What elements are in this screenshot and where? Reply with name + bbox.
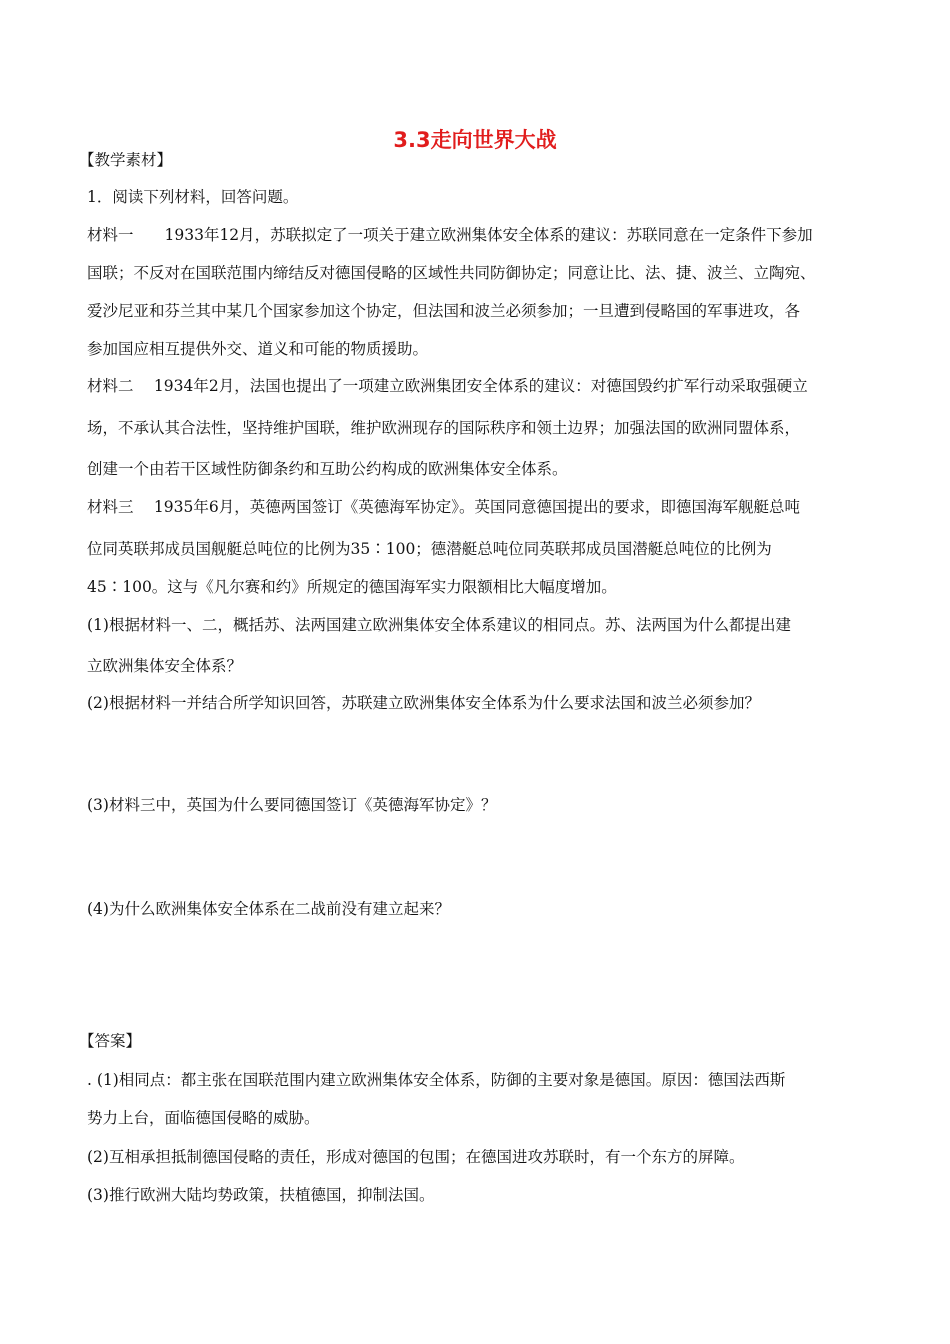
answer-2: (2)互相承担抵制德国侵略的责任，形成对德国的包围；在德国进攻苏联时，有一个东方的屏障。 [87, 1148, 745, 1166]
question-1-line: 立欧洲集体安全体系？ [87, 657, 243, 675]
answer-1-line: 势力上台，面临德国侵略的威胁。 [87, 1109, 320, 1127]
answer-3: (3)推行欧洲大陆均势政策，扶植德国，抑制法国。 [87, 1186, 435, 1204]
material1-line: 参加国应相互提供外交、道义和可能的物质援助。 [87, 340, 429, 358]
question-1-line: (1)根据材料一、二，概括苏、法两国建立欧洲集体安全体系建议的相同点。苏、法两国为什么都提出建 [87, 616, 791, 634]
material3-line: 位同英联邦成员国舰艇总吨位的比例为35∶100；德潜艇总吨位同英联邦成员国潜艇总吨位的比例为 [87, 540, 772, 558]
material2-line: 材料二 1934年2月，法国也提出了一项建立欧洲集团安全体系的建议：对德国毁约扩军行动采取强硬立 [87, 377, 808, 395]
material-heading: 【教学素材】 [79, 151, 173, 169]
material1-line: 材料一 1933年12月，苏联拟定了一项关于建立欧洲集体安全体系的建议：苏联同意在一定条件下参加 [87, 226, 813, 244]
answer-1-line: . (1)相同点：都主张在国联范围内建立欧洲集体安全体系，防御的主要对象是德国。原因：德国法西斯 [87, 1071, 786, 1089]
material1-line: 国联；不反对在国联范围内缔结反对德国侵略的区域性共同防御协定；同意让比、法、捷、波兰、立陶宛、 [87, 264, 816, 282]
material1-line: 爱沙尼亚和芬兰其中某几个国家参加这个协定，但法国和波兰必须参加；一旦遭到侵略国的军事进攻，各 [87, 302, 801, 320]
question-3: (3)材料三中，英国为什么要同德国签订《英德海军协定》？ [87, 796, 497, 814]
material2-line: 场，不承认其合法性，坚持维护国联，维护欧洲现存的国际秩序和领土边界；加强法国的欧洲同盟体系， [87, 419, 801, 437]
question-intro: 1．阅读下列材料，回答问题。 [87, 188, 299, 206]
material3-line: 45∶100。这与《凡尔赛和约》所规定的德国海军实力限额相比大幅度增加。 [87, 578, 617, 596]
answer-heading: 【答案】 [79, 1032, 142, 1050]
material3-line: 材料三 1935年6月，英德两国签订《英德海军协定》。英国同意德国提出的要求，即德国海军舰艇总吨 [87, 498, 800, 516]
question-4: (4)为什么欧洲集体安全体系在二战前没有建立起来？ [87, 900, 450, 918]
question-2: (2)根据材料一并结合所学知识回答，苏联建立欧洲集体安全体系为什么要求法国和波兰必须参加？ [87, 694, 760, 712]
page-title: 3.3走向世界大战 [393, 128, 557, 152]
material2-line: 创建一个由若干区域性防御条约和互助公约构成的欧洲集体安全体系。 [87, 460, 568, 478]
